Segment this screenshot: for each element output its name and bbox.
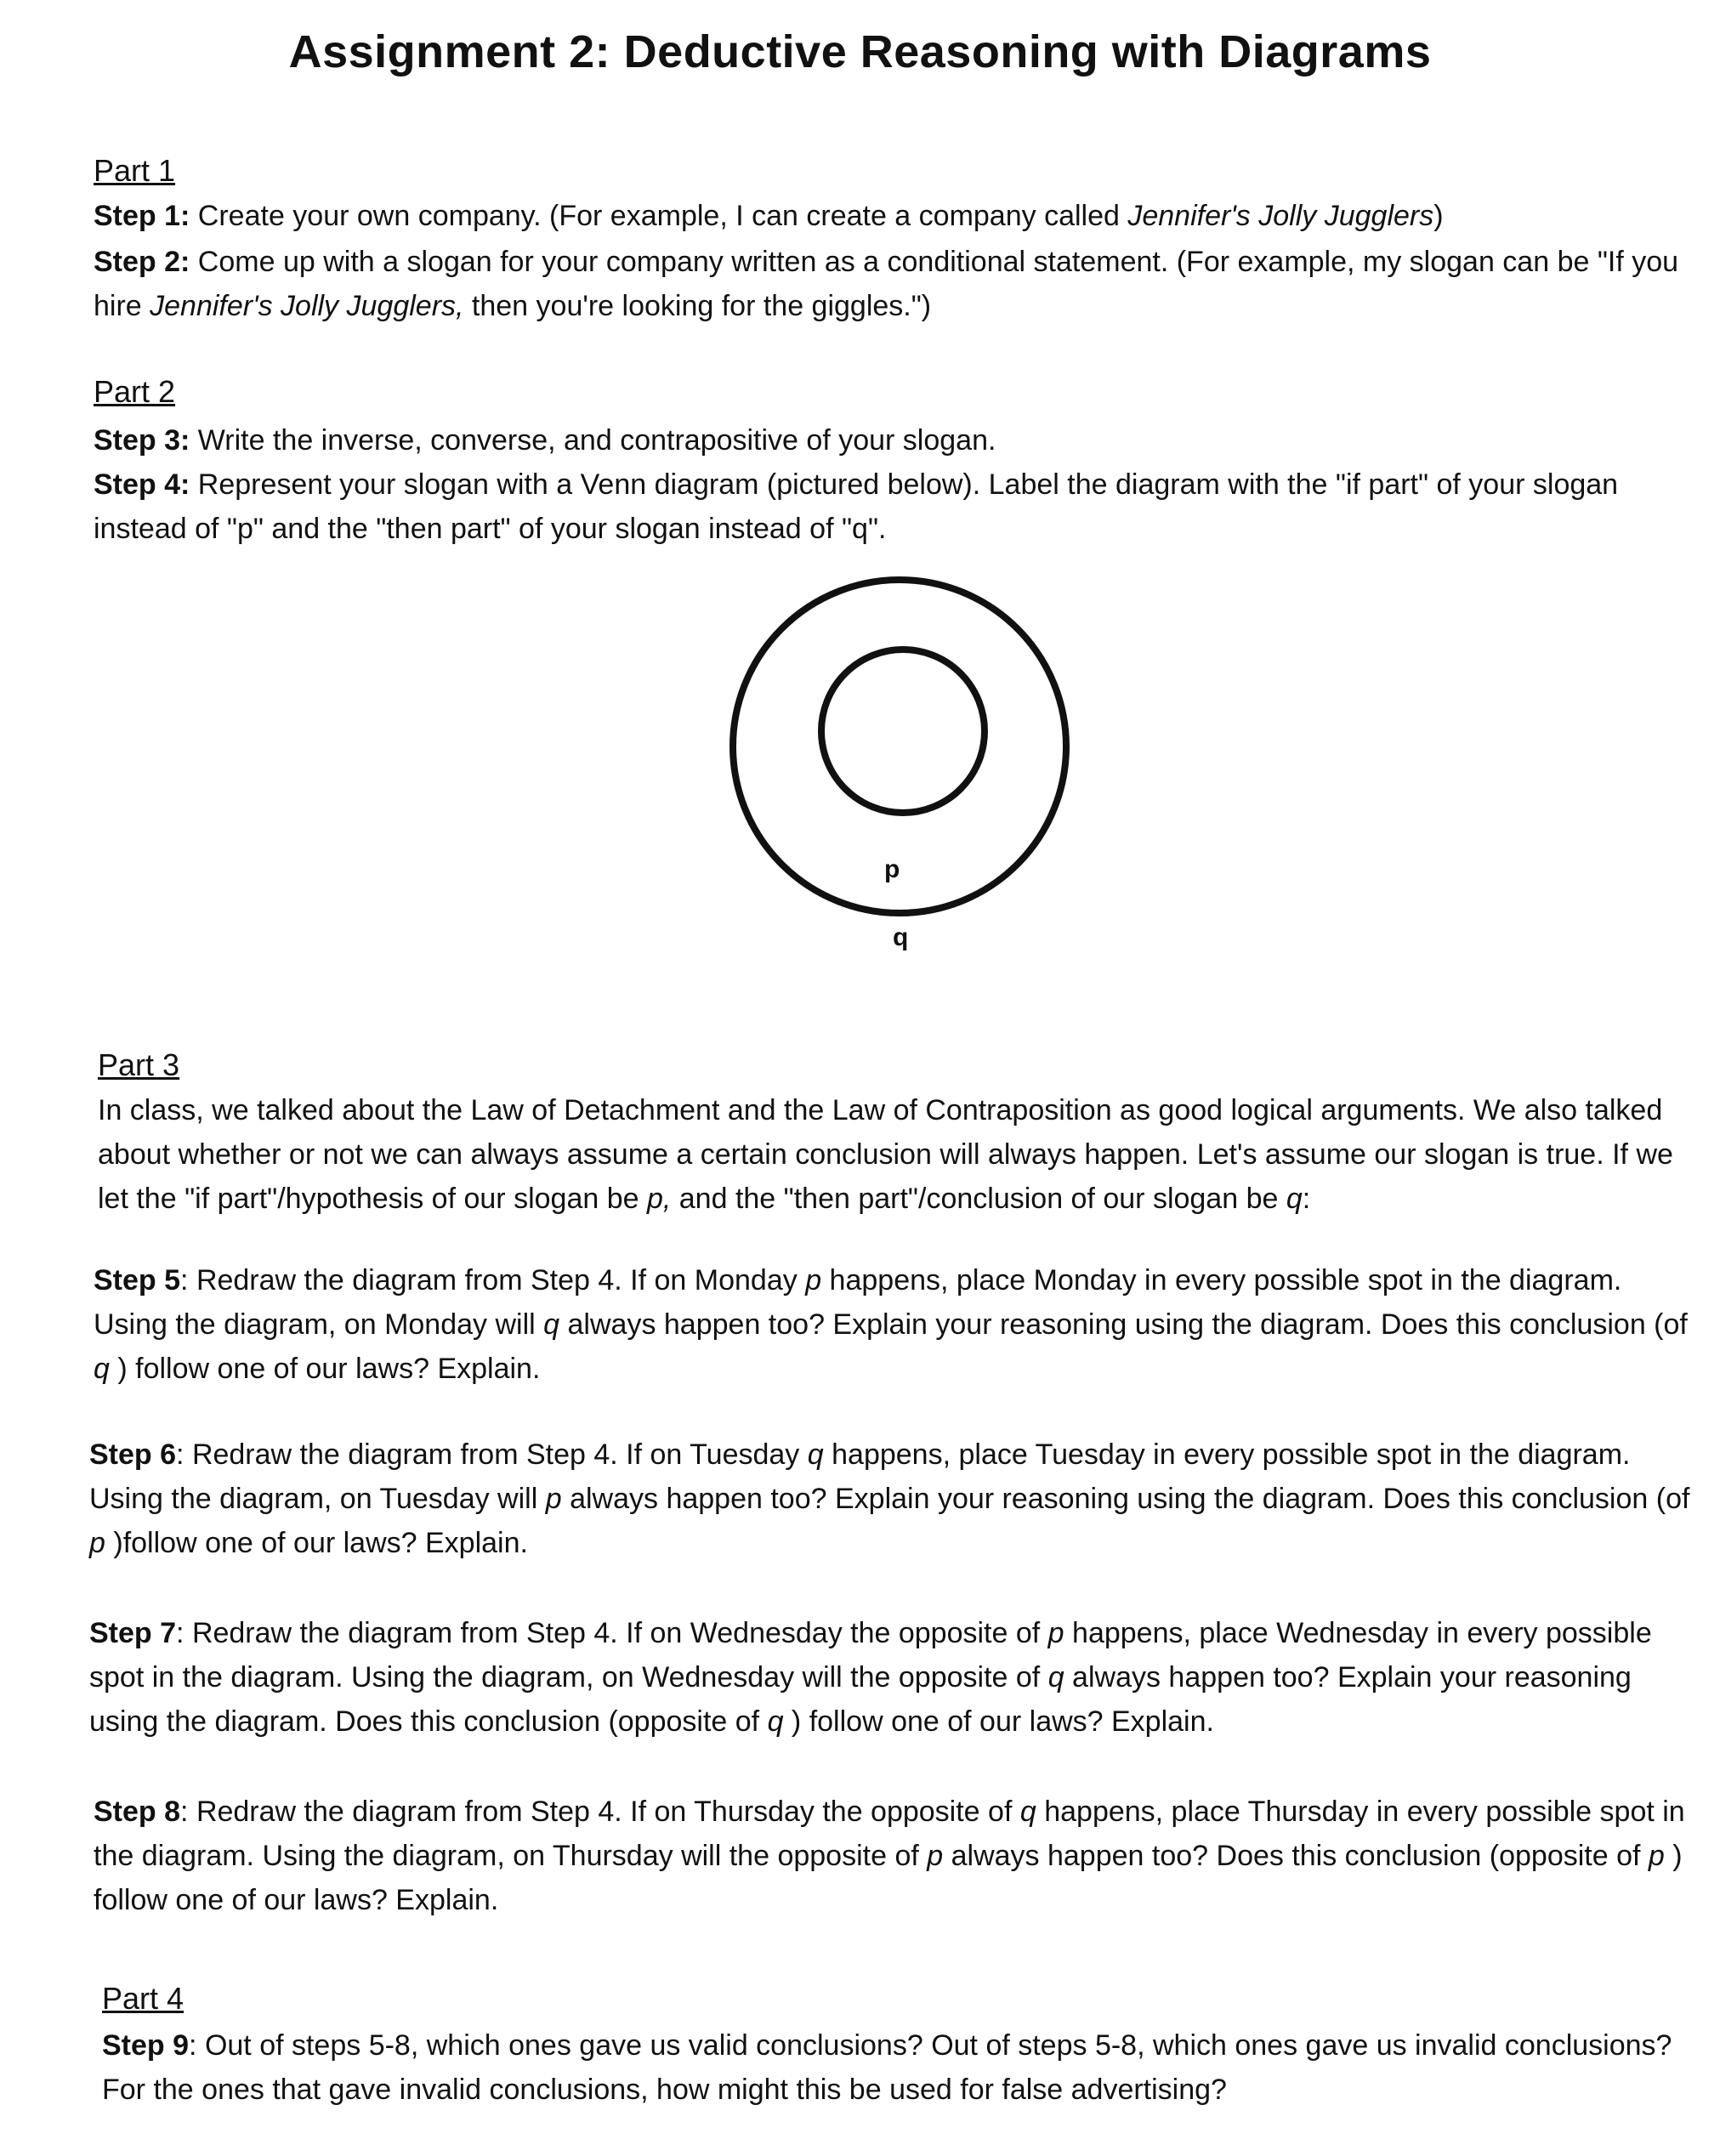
step7-var-1: p xyxy=(1047,1617,1064,1649)
part3-heading: Part 3 xyxy=(98,1047,180,1082)
step5-var-2: q xyxy=(543,1308,560,1341)
step5-var-1: p xyxy=(805,1264,822,1296)
step8-text-2: happens, place Thursday in every possible spot in the diagram. Using the diagram, on Thursday will the opposite of xyxy=(94,1796,1685,1872)
page-title: Assignment 2: Deductive Reasoning with Diagrams xyxy=(288,26,1432,77)
step8-text-3: always happen too? Does this conclusion (opposite of xyxy=(943,1840,1649,1872)
step8-var-3: p xyxy=(1648,1840,1665,1872)
step3-paragraph xyxy=(94,418,1692,462)
step6-text-4: )follow one of our laws? Explain. xyxy=(105,1527,528,1559)
venn-diagram xyxy=(714,561,1088,961)
step4-text: Represent your slogan with a Venn diagram (pictured below). Label the diagram with the "if part" of your slogan instead of "p" and the "then part" of your slogan instead of "q". xyxy=(94,468,1619,545)
step8-text-4: ) follow one of our laws? Explain. xyxy=(94,1840,1683,1916)
part2-heading: Part 2 xyxy=(94,374,176,409)
step3-text: Write the inverse, converse, and contrapositive of your slogan. xyxy=(190,424,996,457)
step1-paragraph xyxy=(94,194,1692,238)
step6-var-2: p xyxy=(545,1483,562,1515)
step2-company: Jennifer's Jolly Jugglers, xyxy=(150,290,464,322)
part1-heading: Part 1 xyxy=(94,153,176,188)
step7-text-1: : Redraw the diagram from Step 4. If on Wednesday the opposite of xyxy=(176,1617,1048,1649)
part3-intro-p: p, xyxy=(646,1183,672,1215)
step5-text-2: happens, place Monday in every possible spot in the diagram. Using the diagram, on Monday will xyxy=(94,1264,1622,1341)
step8-paragraph xyxy=(94,1790,1692,1922)
step8-text-1: : Redraw the diagram from Step 4. If on Thursday the opposite of xyxy=(180,1796,1020,1828)
step5-text-4: ) follow one of our laws? Explain. xyxy=(109,1353,541,1385)
step5-var-3: q xyxy=(94,1353,110,1385)
step6-text-3: always happen too? Explain your reasoning using the diagram. Does this conclusion (of xyxy=(561,1483,1690,1515)
step2-label: Step 2: xyxy=(94,246,190,278)
step3-label: Step 3: xyxy=(94,424,190,457)
step2-text-a: Come up with a slogan for your company written as a conditional statement. (For example, my slogan can be "If you hire xyxy=(94,246,1679,322)
step1-label: Step 1: xyxy=(94,200,190,232)
step2-text-b: then you're looking for the giggles.") xyxy=(463,290,932,322)
step7-paragraph xyxy=(89,1611,1692,1744)
step1-company: Jennifer's Jolly Jugglers xyxy=(1127,200,1434,232)
step9-label: Step 9 xyxy=(102,2029,190,2062)
step7-var-3: q xyxy=(767,1705,784,1738)
step6-paragraph xyxy=(89,1433,1696,1565)
step6-text-1: : Redraw the diagram from Step 4. If on Tuesday xyxy=(176,1438,808,1471)
step6-text-2: happens, place Tuesday in every possible spot in the diagram. Using the diagram, on Tuesday will xyxy=(89,1438,1631,1515)
step7-label: Step 7 xyxy=(89,1617,177,1649)
step4-label: Step 4: xyxy=(94,468,190,501)
step5-text-3: always happen too? Explain your reasoning using the diagram. Does this conclusion (of xyxy=(559,1308,1688,1341)
step8-var-2: p xyxy=(927,1840,944,1872)
step5-label: Step 5 xyxy=(94,1264,181,1296)
step4-paragraph xyxy=(94,462,1700,551)
step8-var-1: q xyxy=(1019,1796,1036,1828)
part3-intro-c: : xyxy=(1302,1183,1311,1215)
step9-text: : Out of steps 5-8, which ones gave us valid conclusions? Out of steps 5-8, which ones gave us invalid conclusions? For the ones that gave invalid conclusions, how might this be used for false advertising? xyxy=(102,2029,1672,2106)
part3-intro xyxy=(98,1088,1688,1221)
step8-label: Step 8 xyxy=(94,1796,181,1828)
step7-text-4: ) follow one of our laws? Explain. xyxy=(783,1705,1214,1738)
step9-paragraph xyxy=(102,2023,1709,2112)
step1-text-a: Create your own company. (For example, I can create a company called xyxy=(190,200,1128,232)
step7-text-3: always happen too? Explain your reasoning using the diagram. Does this conclusion (opposite of xyxy=(89,1661,1632,1738)
part3-intro-b: and the "then part"/conclusion of our slogan be xyxy=(671,1183,1286,1215)
venn-label-q: q xyxy=(893,923,909,951)
step6-var-3: p xyxy=(89,1527,105,1559)
part4-heading: Part 4 xyxy=(102,1981,184,2016)
step6-label: Step 6 xyxy=(89,1438,177,1471)
step5-text-1: : Redraw the diagram from Step 4. If on Monday xyxy=(180,1264,806,1296)
step7-var-2: q xyxy=(1047,1661,1064,1694)
step7-text-2: happens, place Wednesday in every possible spot in the diagram. Using the diagram, on Wednesday will the opposite of xyxy=(89,1617,1652,1694)
step6-var-1: q xyxy=(807,1438,824,1471)
part3-intro-q: q xyxy=(1286,1183,1303,1215)
venn-label-p: p xyxy=(884,855,900,883)
step5-paragraph xyxy=(94,1258,1692,1391)
step1-text-b: ) xyxy=(1433,200,1444,232)
part3-intro-a: In class, we talked about the Law of Detachment and the Law of Contraposition as good logical arguments. We also talked about whether or not we can always assume a certain conclusion will always happen. Let's assume our slogan is true. If we let the "if part"/hypothesis of our slogan be xyxy=(98,1094,1673,1215)
step2-paragraph xyxy=(94,240,1692,328)
venn-inner-circle-p xyxy=(821,650,985,813)
